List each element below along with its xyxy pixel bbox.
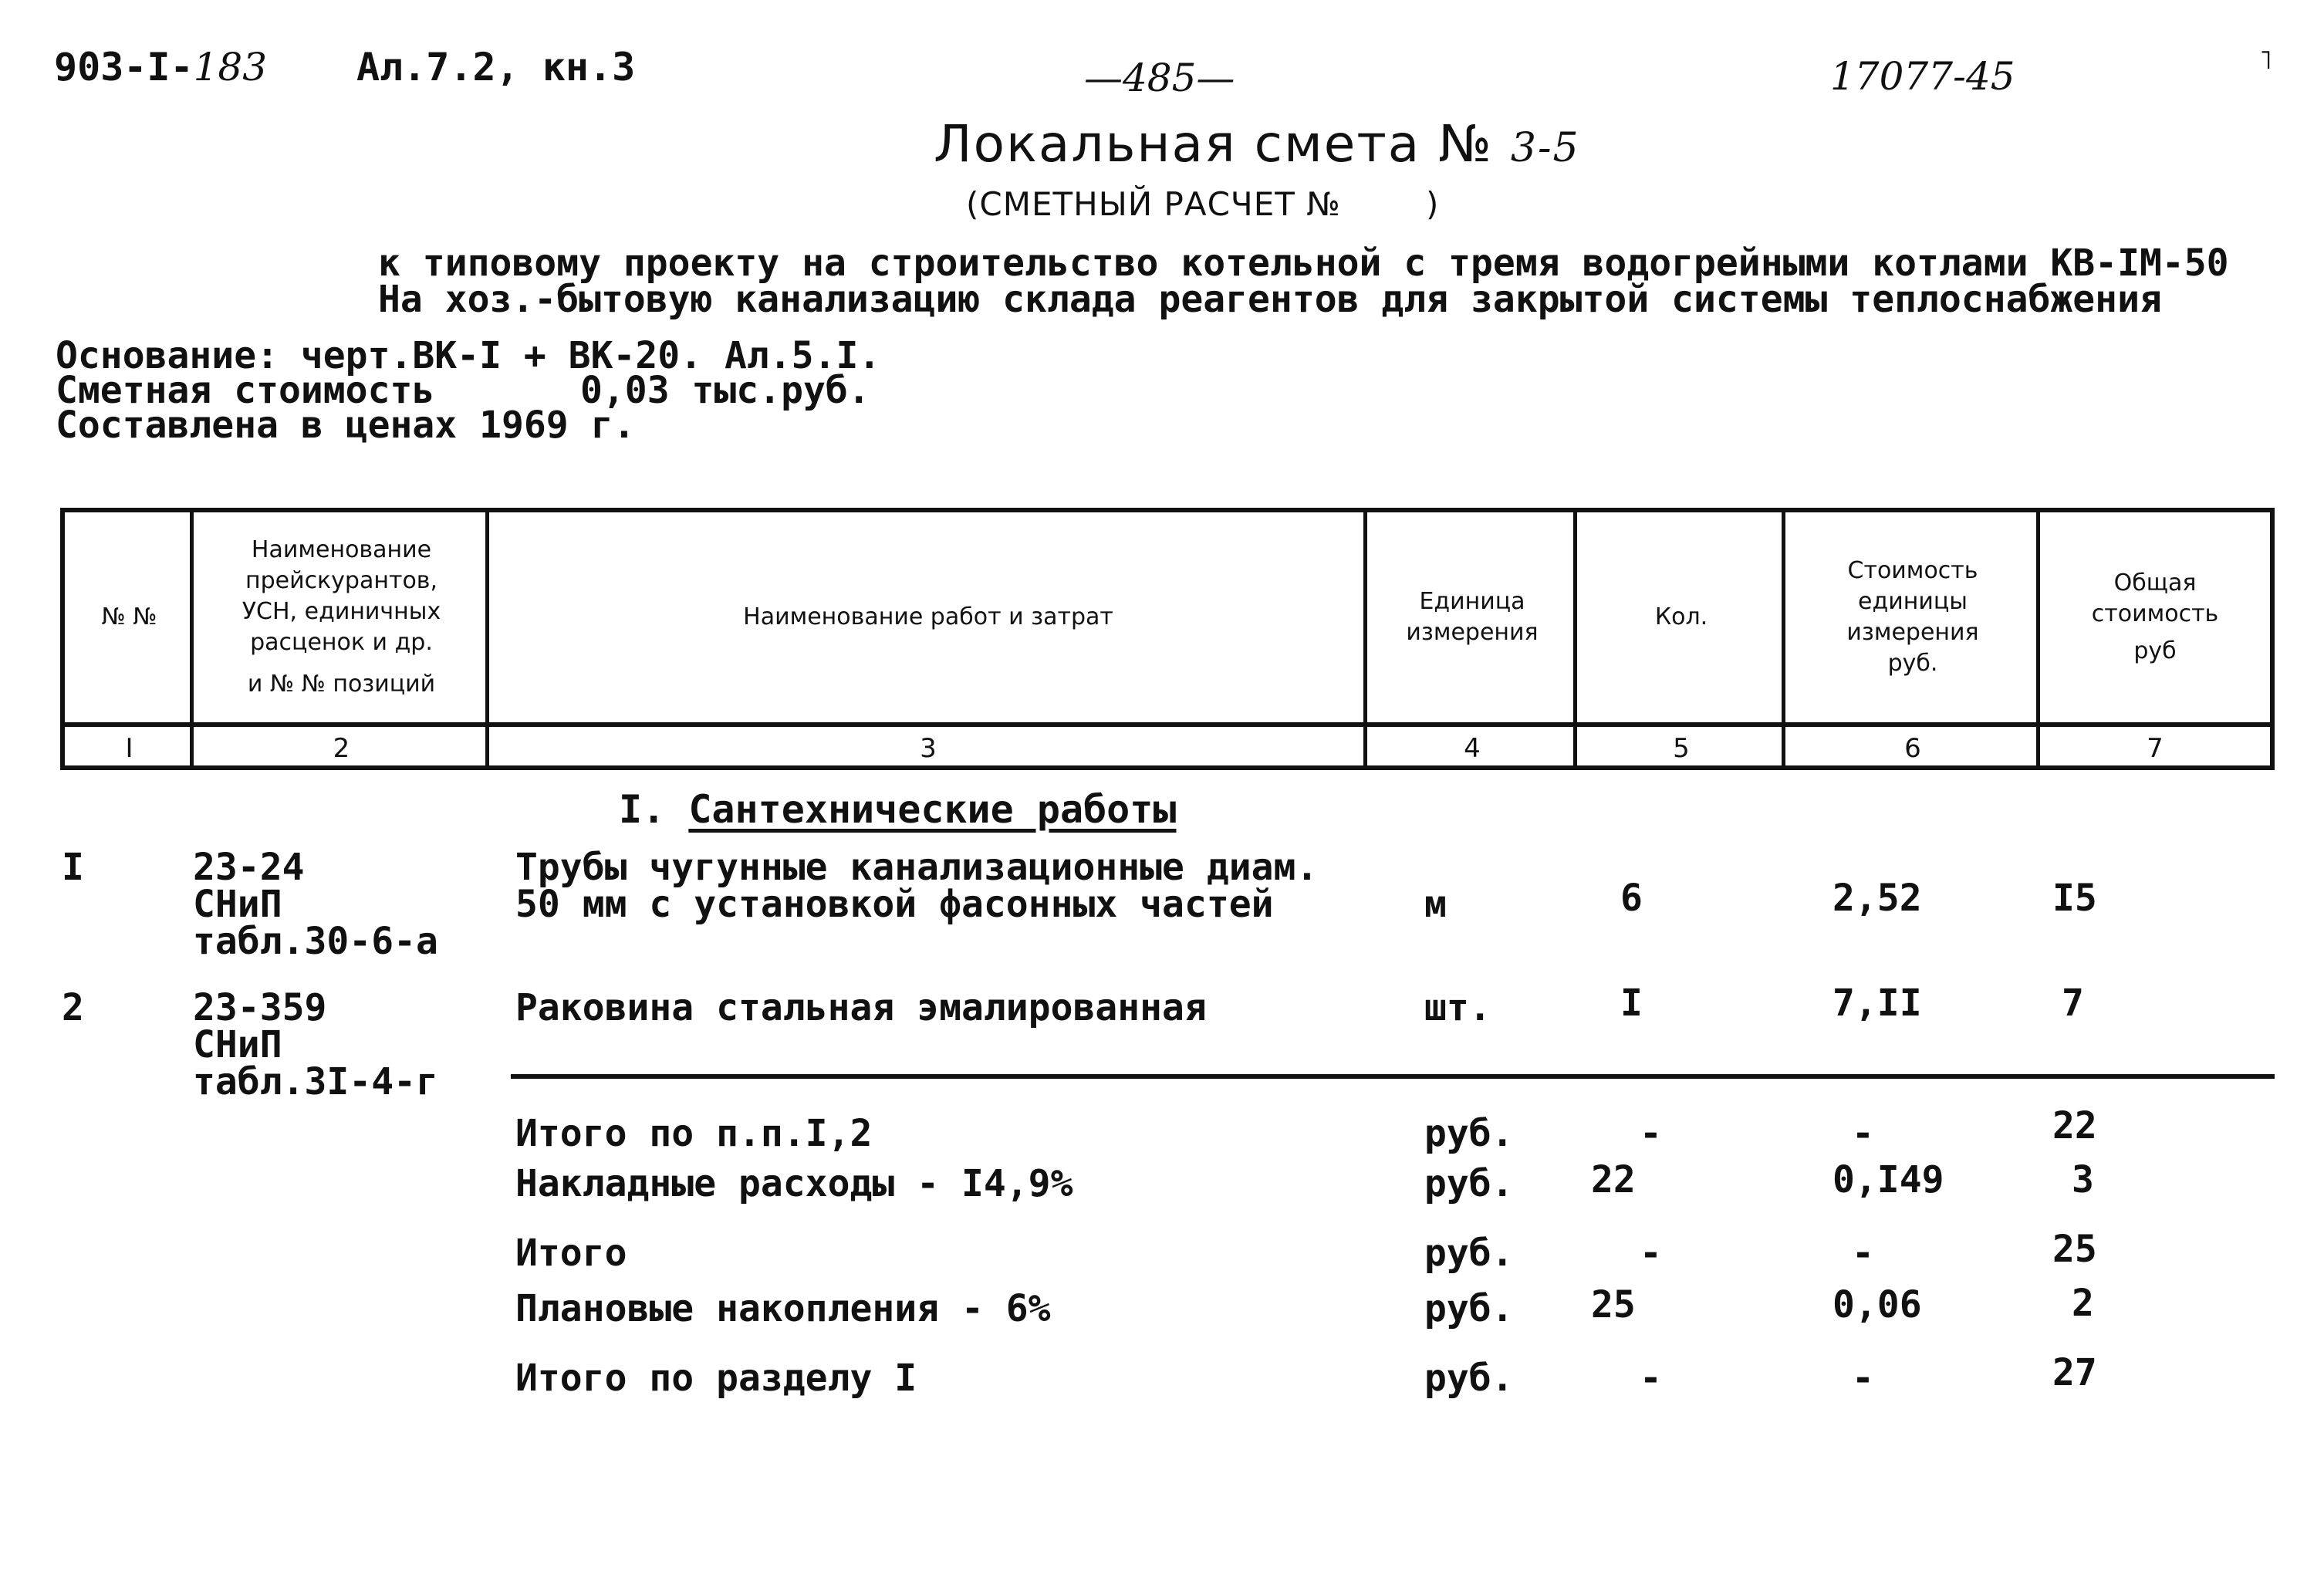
section-number: I. [619, 787, 666, 832]
item-name-continued: 50 мм с установкой фасонных частей [515, 883, 1274, 926]
totals-amount: 25 [2052, 1228, 2097, 1271]
section-heading [619, 787, 1176, 832]
basis-line: Основание: черт.ВК-I + ВК-20. Ал.5.I. [56, 334, 881, 377]
project-description: к типовому проекту на строительство котельной с тремя водогрейными котлами КВ-IМ-50 [378, 242, 2229, 285]
document-code-handwritten: 183 [193, 45, 268, 90]
header-col6-line: измерения [1846, 619, 1979, 646]
item-total: I5 [2052, 877, 2097, 920]
item-ref-code: 23-24 [193, 846, 305, 889]
item-unit: шт. [1424, 986, 1491, 1029]
item-ref-table: табл.30-6-а [193, 920, 438, 963]
header-col3: Наименование работ и затрат [743, 603, 1113, 630]
item-name: Раковина стальная эмалированная [515, 986, 1207, 1029]
column-number: 2 [333, 733, 350, 764]
title-main: Локальная смета № [934, 114, 1493, 174]
header-col1: № № [101, 603, 157, 630]
item-total: 7 [2062, 982, 2084, 1025]
header-col2-line: Наименование [251, 536, 432, 563]
table-header [60, 508, 2275, 770]
column-number: 3 [920, 733, 937, 764]
header-col6 [1785, 512, 2040, 722]
header-col5: Кол. [1654, 603, 1708, 630]
page-title [934, 114, 1580, 174]
header-col7-line: Общая [2113, 569, 2197, 596]
totals-unit-price: - [1852, 1232, 1874, 1275]
item-unit: м [1424, 883, 1447, 926]
totals-quantity: 22 [1591, 1158, 1636, 1201]
header-col2-line: УСН, единичных [242, 598, 441, 625]
header-col7 [2040, 512, 2270, 722]
header-col6-line: единицы [1858, 588, 1968, 615]
totals-unit: руб. [1424, 1357, 1514, 1400]
subtotal-divider [511, 1074, 2275, 1079]
totals-unit: руб. [1424, 1232, 1514, 1275]
totals-unit-price: 0,06 [1833, 1283, 1922, 1326]
totals-amount: 27 [2052, 1351, 2097, 1394]
totals-unit: руб. [1424, 1112, 1514, 1155]
item-unit-price: 2,52 [1833, 877, 1922, 920]
header-col4-line: Единица [1419, 588, 1525, 615]
cost-label: Сметная стоимость [56, 369, 435, 412]
totals-label: Итого по разделу I [515, 1357, 917, 1400]
album-reference: Ал.7.2, кн.3 [356, 45, 636, 90]
header-col2-line: и № № позиций [247, 671, 436, 698]
estimate-number: 3-5 [1510, 125, 1580, 171]
price-year-line: Составлена в ценах 1969 г. [56, 404, 636, 447]
totals-amount: 2 [2072, 1282, 2094, 1325]
column-number: I [125, 733, 133, 764]
totals-unit-price: - [1852, 1357, 1874, 1400]
item-ref-source: СНиП [193, 1023, 282, 1066]
document-code-prefix: 903-I- [54, 45, 194, 90]
totals-quantity: - [1640, 1357, 1662, 1400]
subtitle-close: ) [1425, 185, 1440, 223]
totals-amount: 22 [2052, 1104, 2097, 1147]
column-number: 7 [2147, 733, 2164, 764]
item-quantity: I [1620, 982, 1643, 1025]
page-number: —485— [1084, 56, 1235, 100]
totals-unit-price: - [1852, 1112, 1874, 1155]
column-number: 4 [1464, 733, 1481, 764]
totals-label: Итого [515, 1232, 627, 1275]
totals-unit-price: 0,I49 [1833, 1158, 1944, 1201]
item-ref-source: СНиП [193, 883, 282, 926]
header-col7-line: стоимость [2091, 600, 2219, 627]
totals-quantity: - [1640, 1112, 1662, 1155]
column-number: 5 [1673, 733, 1690, 764]
column-number: 6 [1904, 733, 1921, 764]
header-col4-line: измерения [1406, 619, 1539, 646]
item-unit-price: 7,II [1833, 982, 1922, 1025]
corner-mark: ˥ [2259, 45, 2272, 76]
item-number: I [62, 846, 84, 889]
totals-quantity: 25 [1591, 1283, 1636, 1326]
totals-quantity: - [1640, 1232, 1662, 1275]
subtitle-text: (СМЕТНЫЙ РАСЧЕТ № [966, 185, 1341, 223]
header-col2-line: прейскурантов, [245, 567, 438, 594]
header-col4 [1367, 512, 1577, 722]
totals-unit: руб. [1424, 1287, 1514, 1330]
item-name: Трубы чугунные канализационные диам. [515, 846, 1319, 889]
document-code [54, 45, 267, 90]
subtitle [966, 185, 1439, 223]
header-col2 [194, 512, 489, 722]
totals-label: Плановые накопления - 6% [515, 1287, 1051, 1330]
header-col6-line: руб. [1887, 650, 1938, 677]
header-col7-line: руб [2133, 637, 2177, 664]
item-number: 2 [62, 986, 84, 1029]
cost-value: 0,03 тыс.руб. [580, 369, 870, 412]
item-ref-table: табл.3I-4-г [193, 1060, 438, 1103]
registration-stamp: 17077-45 [1830, 54, 2015, 99]
header-col6-line: Стоимость [1847, 557, 1978, 584]
totals-label: Накладные расходы - I4,9% [515, 1162, 1073, 1205]
totals-unit: руб. [1424, 1162, 1514, 1205]
totals-label: Итого по п.п.I,2 [515, 1112, 873, 1155]
item-ref-code: 23-359 [193, 986, 327, 1029]
item-quantity: 6 [1620, 877, 1643, 920]
header-col2-line: расценок и др. [250, 629, 433, 656]
object-description: На хоз.-бытовую канализацию склада реагентов для закрытой системы теплоснабжения [378, 278, 2162, 321]
section-title: Сантехнические работы [688, 787, 1177, 832]
totals-amount: 3 [2072, 1158, 2094, 1201]
